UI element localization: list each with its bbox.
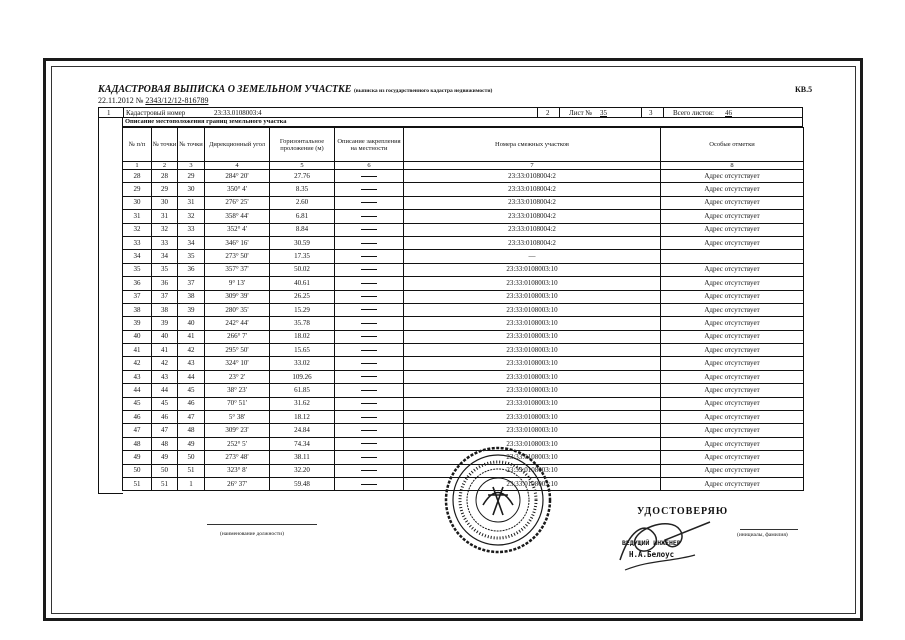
special-notes-cell: Адрес отсутствует — [661, 397, 804, 410]
horizontal-distance-cell: 35.78 — [270, 317, 335, 330]
point-from-cell: 46 — [152, 411, 178, 424]
point-from-cell: 51 — [152, 477, 178, 490]
sheet-index: 2 — [546, 109, 550, 117]
divider — [537, 108, 538, 117]
adjacent-parcel-cell: 23:33:0108003:10 — [404, 263, 661, 276]
point-to-cell: 1 — [178, 477, 205, 490]
direction-angle-cell: 309° 39' — [205, 290, 270, 303]
adjacent-parcel-cell: 23:33:0108003:10 — [404, 424, 661, 437]
adjacent-parcel-cell: 23:33:0108003:10 — [404, 290, 661, 303]
official-seal-stamp — [443, 445, 553, 555]
fixing-description-cell — [335, 357, 404, 370]
point-to-cell: 33 — [178, 223, 205, 236]
column-number: 6 — [335, 162, 404, 170]
point-to-cell: 40 — [178, 317, 205, 330]
table-row — [123, 397, 804, 410]
dash-mark — [361, 470, 377, 471]
point-from-cell: 40 — [152, 330, 178, 343]
point-to-cell: 42 — [178, 344, 205, 357]
horizontal-distance-cell: 40.61 — [270, 277, 335, 290]
row-number-cell: 49 — [123, 451, 152, 464]
adjacent-parcel-cell: 23:33:0108003:10 — [404, 397, 661, 410]
table-row — [123, 424, 804, 437]
table-row — [123, 183, 804, 196]
fixing-description-cell — [335, 451, 404, 464]
date-text: 22.11.2012 № — [98, 96, 144, 105]
point-to-cell: 41 — [178, 330, 205, 343]
boundary-table — [122, 127, 804, 491]
horizontal-distance-cell: 26.25 — [270, 290, 335, 303]
point-to-cell: 50 — [178, 451, 205, 464]
special-notes-cell: Адрес отсутствует — [661, 330, 804, 343]
direction-angle-cell: 276° 25' — [205, 196, 270, 209]
adjacent-parcel-cell: 23:33:0108003:10 — [404, 464, 661, 477]
sheet-label: Лист № — [569, 109, 593, 117]
dash-mark — [361, 189, 377, 190]
dash-mark — [361, 229, 377, 230]
direction-angle-cell: 280° 35' — [205, 303, 270, 316]
point-from-cell: 38 — [152, 303, 178, 316]
header-cell: Особые отметки — [661, 128, 804, 162]
table-row — [123, 236, 804, 249]
special-notes-cell: Адрес отсутствует — [661, 357, 804, 370]
table-row — [123, 210, 804, 223]
point-from-cell: 45 — [152, 397, 178, 410]
table-row — [123, 330, 804, 343]
point-to-cell: 38 — [178, 290, 205, 303]
fixing-description-cell — [335, 384, 404, 397]
row-number-cell: 31 — [123, 210, 152, 223]
adjacent-parcel-cell: 23:33:0108003:10 — [404, 384, 661, 397]
title-text: КАДАСТРОВАЯ ВЫПИСКА О ЗЕМЕЛЬНОМ УЧАСТКЕ — [98, 84, 352, 95]
row-number-cell: 45 — [123, 397, 152, 410]
point-from-cell: 31 — [152, 210, 178, 223]
dash-mark — [361, 350, 377, 351]
point-from-cell: 41 — [152, 344, 178, 357]
fixing-description-cell — [335, 196, 404, 209]
point-from-cell: 37 — [152, 290, 178, 303]
table-row — [123, 317, 804, 330]
table-row — [123, 196, 804, 209]
horizontal-distance-cell: 8.84 — [270, 223, 335, 236]
special-notes-cell: Адрес отсутствует — [661, 196, 804, 209]
row-number-cell: 30 — [123, 196, 152, 209]
horizontal-distance-cell: 61.85 — [270, 384, 335, 397]
point-to-cell: 31 — [178, 196, 205, 209]
point-to-cell: 43 — [178, 357, 205, 370]
point-to-cell: 44 — [178, 370, 205, 383]
divider — [663, 108, 664, 117]
row-number-cell: 46 — [123, 411, 152, 424]
table-row — [123, 277, 804, 290]
point-to-cell: 35 — [178, 250, 205, 263]
row-number-cell: 28 — [123, 170, 152, 183]
signer-role: ВЕДУЩИЙ ИНЖЕНЕР — [622, 539, 681, 547]
fixing-description-cell — [335, 236, 404, 249]
adjacent-parcel-cell: 23:33:0108003:10 — [404, 344, 661, 357]
column-number: 7 — [404, 162, 661, 170]
special-notes-cell: Адрес отсутствует — [661, 223, 804, 236]
horizontal-distance-cell: 24.84 — [270, 424, 335, 437]
header-cell: Описание закрепления на местности — [335, 128, 404, 162]
direction-angle-cell: 5° 38' — [205, 411, 270, 424]
cadastral-number: 23:33.0108003:4 — [214, 109, 262, 117]
fixing-description-cell — [335, 290, 404, 303]
fixing-description-cell — [335, 424, 404, 437]
dash-mark — [361, 457, 377, 458]
adjacent-parcel-cell: — — [404, 250, 661, 263]
row-number-cell: 43 — [123, 370, 152, 383]
dash-mark — [361, 283, 377, 284]
horizontal-distance-cell: 109.26 — [270, 370, 335, 383]
point-to-cell: 51 — [178, 464, 205, 477]
table-row — [123, 263, 804, 276]
fixing-description-cell — [335, 344, 404, 357]
row-number-cell: 40 — [123, 330, 152, 343]
special-notes-cell: Адрес отсутствует — [661, 464, 804, 477]
horizontal-distance-cell: 15.65 — [270, 344, 335, 357]
dash-mark — [361, 309, 377, 310]
direction-angle-cell: 324° 10' — [205, 357, 270, 370]
fixing-description-cell — [335, 370, 404, 383]
dash-mark — [361, 323, 377, 324]
row-number-cell: 42 — [123, 357, 152, 370]
direction-angle-cell: 350° 4' — [205, 183, 270, 196]
header-cell: Номера смежных участков — [404, 128, 661, 162]
table-row — [123, 223, 804, 236]
horizontal-distance-cell: 33.02 — [270, 357, 335, 370]
dash-mark — [361, 363, 377, 364]
horizontal-distance-cell: 8.35 — [270, 183, 335, 196]
adjacent-parcel-cell: 23:33:0108003:10 — [404, 357, 661, 370]
special-notes-cell: Адрес отсутствует — [661, 477, 804, 490]
point-from-cell: 36 — [152, 277, 178, 290]
direction-angle-cell: 358° 44' — [205, 210, 270, 223]
total-index: 3 — [649, 109, 653, 117]
fixing-description-cell — [335, 411, 404, 424]
dash-mark — [361, 376, 377, 377]
header-cell: № точки — [178, 128, 205, 162]
direction-angle-cell: 252° 5' — [205, 437, 270, 450]
column-number: 4 — [205, 162, 270, 170]
horizontal-distance-cell: 6.81 — [270, 210, 335, 223]
point-to-cell: 45 — [178, 384, 205, 397]
cadastral-header-row — [98, 107, 803, 118]
special-notes-cell: Адрес отсутствует — [661, 210, 804, 223]
direction-angle-cell: 242° 44' — [205, 317, 270, 330]
horizontal-distance-cell: 32.20 — [270, 464, 335, 477]
dash-mark — [361, 484, 377, 485]
point-from-cell: 30 — [152, 196, 178, 209]
column-number: 1 — [123, 162, 152, 170]
point-from-cell: 50 — [152, 464, 178, 477]
column-number: 8 — [661, 162, 804, 170]
horizontal-distance-cell: 15.29 — [270, 303, 335, 316]
special-notes-cell: Адрес отсутствует — [661, 290, 804, 303]
horizontal-distance-cell: 17.35 — [270, 250, 335, 263]
dash-mark — [361, 296, 377, 297]
adjacent-parcel-cell: 23:33:0108003:10 — [404, 411, 661, 424]
fixing-description-cell — [335, 263, 404, 276]
table-row — [123, 250, 804, 263]
direction-angle-cell: 352° 4' — [205, 223, 270, 236]
table-body — [123, 170, 804, 491]
column-number-row — [123, 162, 804, 170]
point-to-cell: 37 — [178, 277, 205, 290]
table-row — [123, 290, 804, 303]
horizontal-distance-cell: 18.02 — [270, 330, 335, 343]
dash-mark — [361, 430, 377, 431]
form-code: КВ.5 — [795, 85, 813, 94]
dash-mark — [361, 417, 377, 418]
divider — [641, 108, 642, 117]
special-notes-cell: Адрес отсутствует — [661, 370, 804, 383]
point-from-cell: 32 — [152, 223, 178, 236]
cadastral-label: Кадастровый номер — [126, 109, 186, 117]
table-row — [123, 170, 804, 183]
direction-angle-cell: 323° 8' — [205, 464, 270, 477]
date-line — [98, 96, 208, 105]
header-cell: Дирекционный угол — [205, 128, 270, 162]
special-notes-cell: Адрес отсутствует — [661, 170, 804, 183]
fixing-description-cell — [335, 303, 404, 316]
doc-number: 2343/12/12-816789 — [145, 96, 209, 105]
adjacent-parcel-cell: 23:33:0108003:10 — [404, 303, 661, 316]
direction-angle-cell: 9° 13' — [205, 277, 270, 290]
special-notes-cell: Адрес отсутствует — [661, 411, 804, 424]
dash-mark — [361, 202, 377, 203]
dash-mark — [361, 443, 377, 444]
row-number-cell: 37 — [123, 290, 152, 303]
header-cell: № п/п — [123, 128, 152, 162]
position-signature-line — [207, 524, 317, 525]
special-notes-cell: Адрес отсутствует — [661, 236, 804, 249]
adjacent-parcel-cell: 23:33:0108003:10 — [404, 317, 661, 330]
adjacent-parcel-cell: 23:33:0108004:2 — [404, 210, 661, 223]
adjacent-parcel-cell: 23:33:0108004:2 — [404, 196, 661, 209]
adjacent-parcel-cell: 23:33:0108003:10 — [404, 437, 661, 450]
point-from-cell: 47 — [152, 424, 178, 437]
direction-angle-cell: 266° 7' — [205, 330, 270, 343]
row-number-cell: 32 — [123, 223, 152, 236]
point-to-cell: 30 — [178, 183, 205, 196]
row-number-cell: 35 — [123, 263, 152, 276]
table-row — [123, 344, 804, 357]
special-notes-cell: Адрес отсутствует — [661, 263, 804, 276]
total-number: 46 — [725, 109, 732, 117]
direction-angle-cell: 23° 2' — [205, 370, 270, 383]
certify-label: УДОСТОВЕРЯЮ — [637, 506, 729, 517]
fixing-description-cell — [335, 317, 404, 330]
row-index: 1 — [107, 109, 111, 117]
fixing-description-cell — [335, 170, 404, 183]
horizontal-distance-cell: 74.34 — [270, 437, 335, 450]
direction-angle-cell: 357° 37' — [205, 263, 270, 276]
adjacent-parcel-cell: 23:33:0108003:10 — [404, 277, 661, 290]
row-number-cell: 48 — [123, 437, 152, 450]
adjacent-parcel-cell: 23:33:0108003:10 — [404, 370, 661, 383]
fixing-description-cell — [335, 210, 404, 223]
dash-mark — [361, 390, 377, 391]
point-from-cell: 28 — [152, 170, 178, 183]
adjacent-parcel-cell: 23:33:0108003:10 — [404, 451, 661, 464]
special-notes-cell: Адрес отсутствует — [661, 277, 804, 290]
dash-mark — [361, 336, 377, 337]
document-title — [98, 84, 492, 95]
point-to-cell: 46 — [178, 397, 205, 410]
divider — [559, 108, 560, 117]
point-to-cell: 32 — [178, 210, 205, 223]
row-number-cell: 36 — [123, 277, 152, 290]
point-from-cell: 39 — [152, 317, 178, 330]
signer-name: Н.А.Белоус — [629, 550, 675, 559]
point-to-cell: 36 — [178, 263, 205, 276]
direction-angle-cell: 273° 48' — [205, 451, 270, 464]
special-notes-cell: Адрес отсутствует — [661, 317, 804, 330]
name-caption: (инициалы, фамилия) — [737, 532, 788, 538]
adjacent-parcel-cell: 23:33:0108004:2 — [404, 223, 661, 236]
fixing-description-cell — [335, 464, 404, 477]
special-notes-cell: Адрес отсутствует — [661, 183, 804, 196]
fixing-description-cell — [335, 437, 404, 450]
direction-angle-cell: 26° 37' — [205, 477, 270, 490]
row-number-cell: 29 — [123, 183, 152, 196]
point-from-cell: 42 — [152, 357, 178, 370]
adjacent-parcel-cell: 23:33:0108003:10 — [404, 477, 661, 490]
point-to-cell: 47 — [178, 411, 205, 424]
horizontal-distance-cell: 18.12 — [270, 411, 335, 424]
table-row — [123, 303, 804, 316]
dash-mark — [361, 176, 377, 177]
fixing-description-cell — [335, 477, 404, 490]
fixing-description-cell — [335, 183, 404, 196]
dash-mark — [361, 269, 377, 270]
adjacent-parcel-cell: 23:33:0108003:10 — [404, 330, 661, 343]
special-notes-cell: Адрес отсутствует — [661, 344, 804, 357]
direction-angle-cell: 38° 23' — [205, 384, 270, 397]
name-signature-line — [740, 529, 798, 530]
point-to-cell: 49 — [178, 437, 205, 450]
point-to-cell: 34 — [178, 236, 205, 249]
row-number-cell: 44 — [123, 384, 152, 397]
row-number-cell: 38 — [123, 303, 152, 316]
table-row — [123, 370, 804, 383]
point-from-cell: 34 — [152, 250, 178, 263]
row-number-cell: 47 — [123, 424, 152, 437]
row-number-cell: 33 — [123, 236, 152, 249]
row-number-cell: 34 — [123, 250, 152, 263]
special-notes-cell — [661, 250, 804, 263]
horizontal-distance-cell: 30.59 — [270, 236, 335, 249]
special-notes-cell: Адрес отсутствует — [661, 451, 804, 464]
special-notes-cell: Адрес отсутствует — [661, 303, 804, 316]
direction-angle-cell: 346° 16' — [205, 236, 270, 249]
dash-mark — [361, 243, 377, 244]
section-title: Описание местоположения границ земельного участка — [122, 118, 803, 127]
adjacent-parcel-cell: 23:33:0108004:2 — [404, 183, 661, 196]
horizontal-distance-cell: 38.11 — [270, 451, 335, 464]
dash-mark — [361, 256, 377, 257]
direction-angle-cell: 284° 20' — [205, 170, 270, 183]
special-notes-cell: Адрес отсутствует — [661, 437, 804, 450]
point-to-cell: 39 — [178, 303, 205, 316]
direction-angle-cell: 309° 23' — [205, 424, 270, 437]
horizontal-distance-cell: 31.62 — [270, 397, 335, 410]
horizontal-distance-cell: 59.48 — [270, 477, 335, 490]
row-number-cell: 41 — [123, 344, 152, 357]
table-row — [123, 384, 804, 397]
special-notes-cell: Адрес отсутствует — [661, 384, 804, 397]
point-from-cell: 29 — [152, 183, 178, 196]
point-from-cell: 43 — [152, 370, 178, 383]
horizontal-distance-cell: 50.02 — [270, 263, 335, 276]
column-number: 2 — [152, 162, 178, 170]
fixing-description-cell — [335, 223, 404, 236]
header-cell: Горизонтальное проложение (м) — [270, 128, 335, 162]
horizontal-distance-cell: 27.76 — [270, 170, 335, 183]
point-from-cell: 33 — [152, 236, 178, 249]
row-number-cell: 50 — [123, 464, 152, 477]
title-subtitle: (выписка из государственного кадастра недвижимости) — [353, 88, 493, 94]
horizontal-distance-cell: 2.60 — [270, 196, 335, 209]
left-margin-cell — [98, 118, 123, 494]
table-row — [123, 411, 804, 424]
dash-mark — [361, 403, 377, 404]
adjacent-parcel-cell: 23:33:0108004:2 — [404, 170, 661, 183]
fixing-description-cell — [335, 277, 404, 290]
direction-angle-cell: 273° 50' — [205, 250, 270, 263]
adjacent-parcel-cell: 23:33:0108004:2 — [404, 236, 661, 249]
column-number: 5 — [270, 162, 335, 170]
special-notes-cell: Адрес отсутствует — [661, 424, 804, 437]
total-label: Всего листов: — [673, 109, 714, 117]
point-from-cell: 44 — [152, 384, 178, 397]
sheet-number: 35 — [600, 109, 607, 117]
row-number-cell: 39 — [123, 317, 152, 330]
fixing-description-cell — [335, 330, 404, 343]
point-to-cell: 48 — [178, 424, 205, 437]
table-row — [123, 357, 804, 370]
column-number: 3 — [178, 162, 205, 170]
point-from-cell: 35 — [152, 263, 178, 276]
point-to-cell: 29 — [178, 170, 205, 183]
point-from-cell: 48 — [152, 437, 178, 450]
fixing-description-cell — [335, 397, 404, 410]
direction-angle-cell: 295° 50' — [205, 344, 270, 357]
direction-angle-cell: 70° 51' — [205, 397, 270, 410]
row-number-cell: 51 — [123, 477, 152, 490]
divider — [123, 108, 124, 117]
fixing-description-cell — [335, 250, 404, 263]
header-cell: № точки — [152, 128, 178, 162]
dash-mark — [361, 216, 377, 217]
header-row — [123, 128, 804, 162]
position-caption: (наименование должности) — [220, 531, 284, 537]
point-from-cell: 49 — [152, 451, 178, 464]
